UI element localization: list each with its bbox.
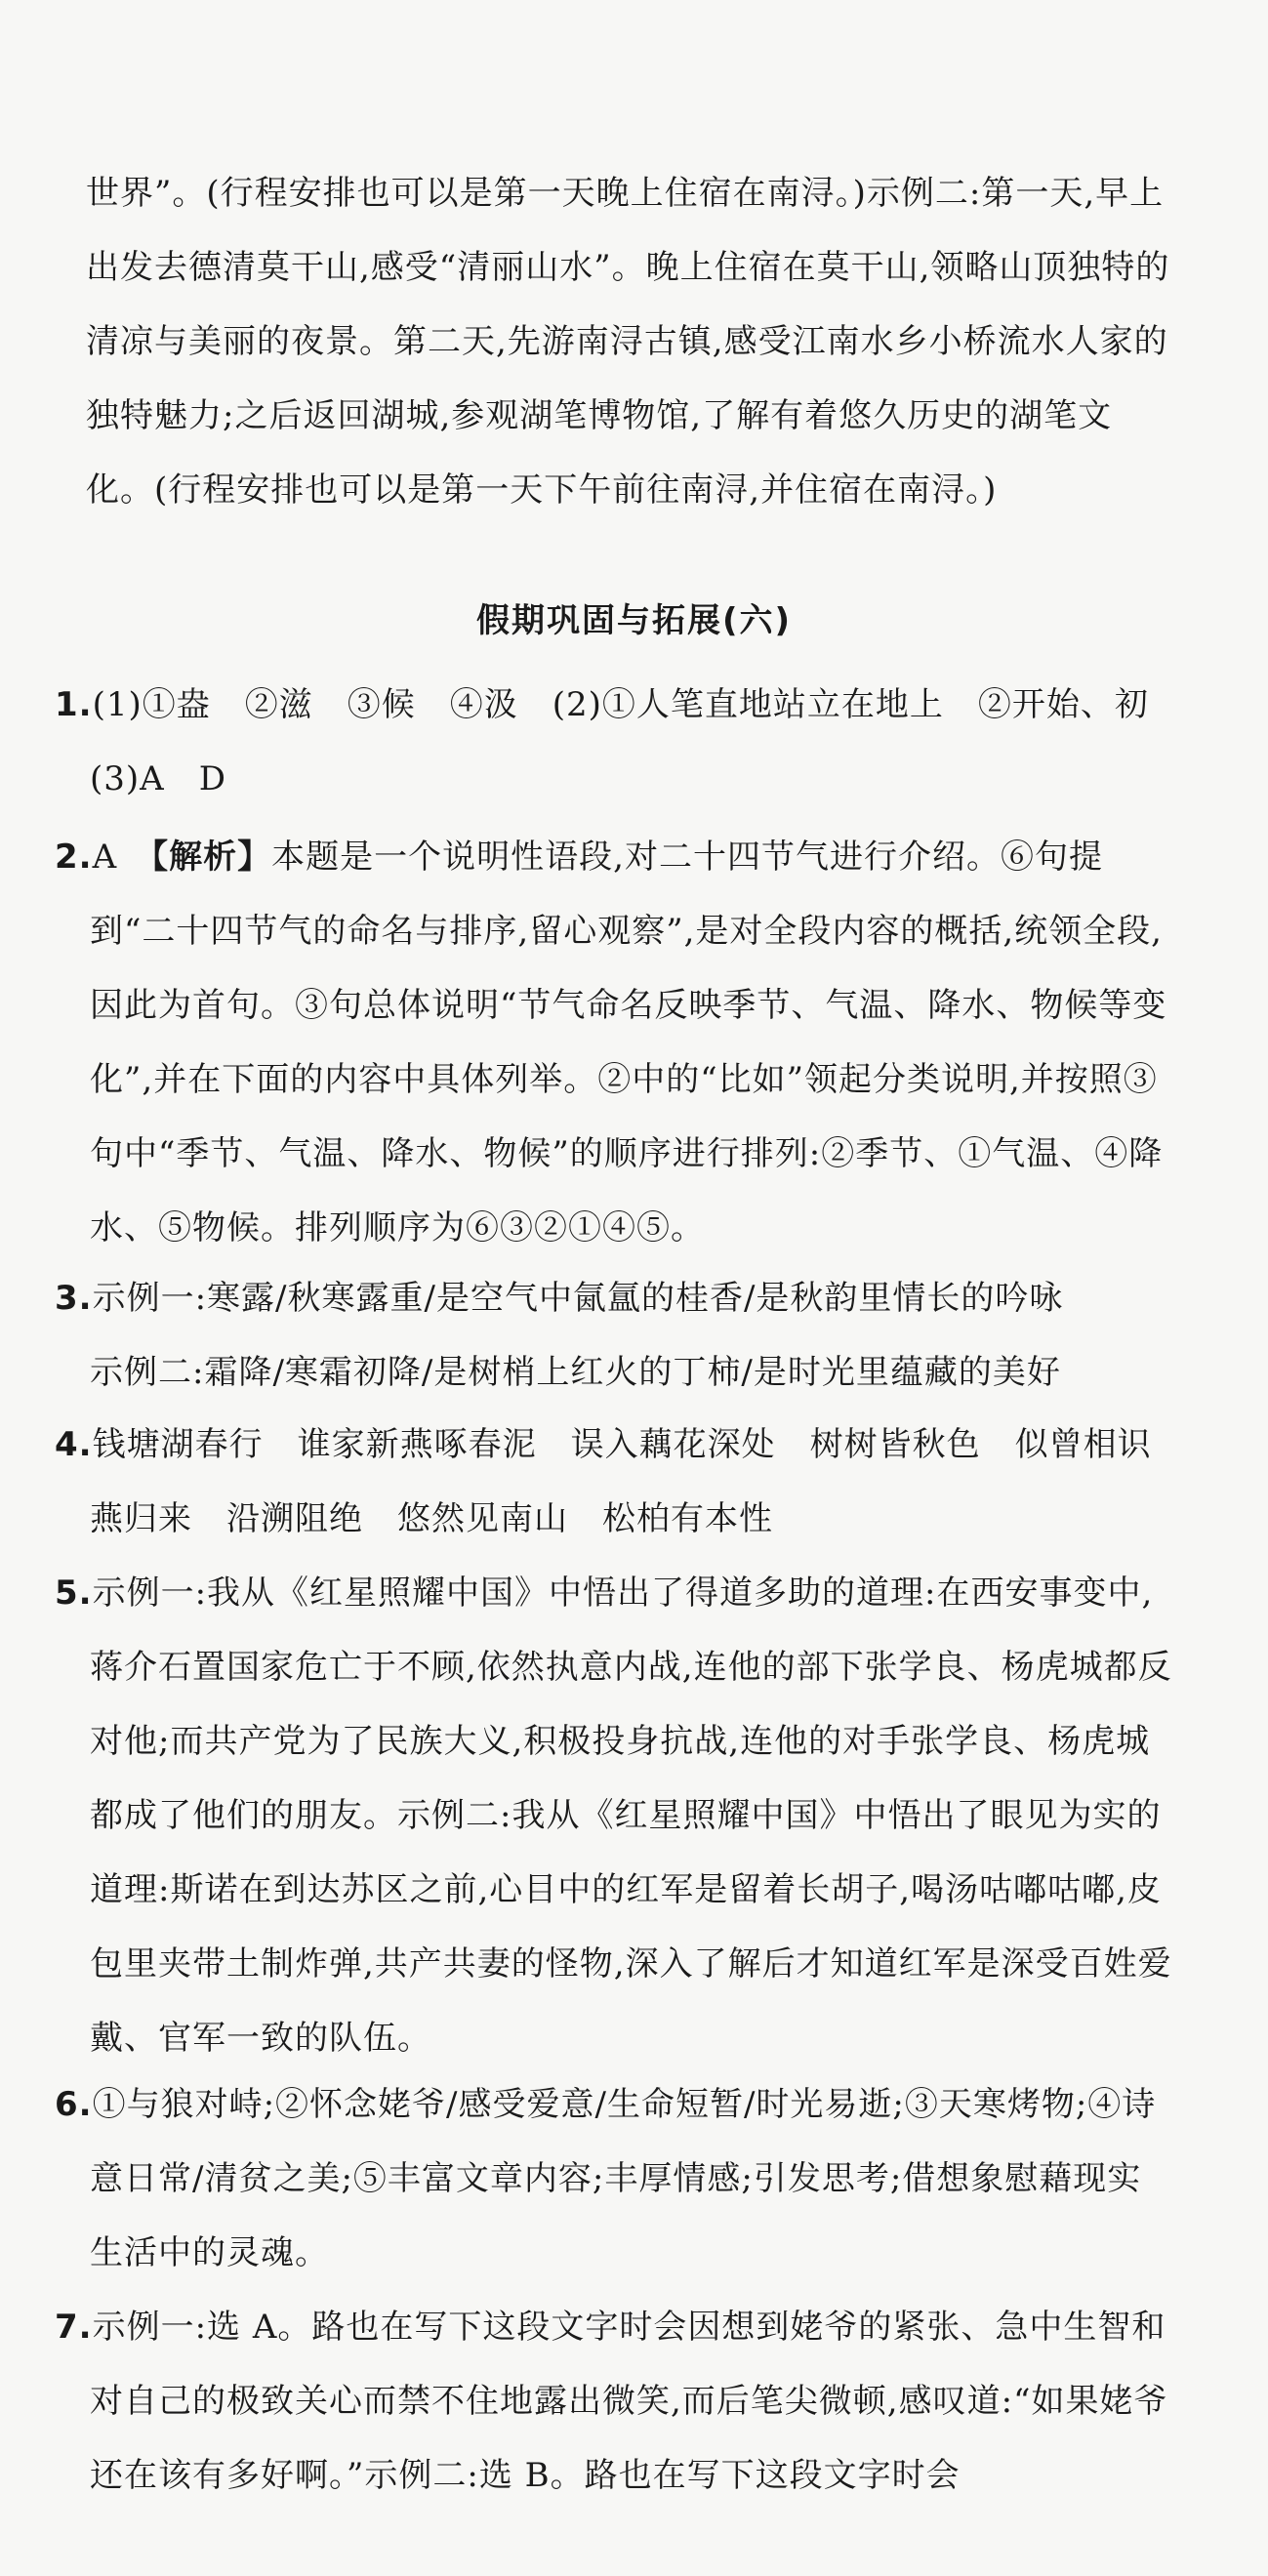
question-number: 2. bbox=[55, 838, 93, 877]
question-7 bbox=[55, 2290, 1172, 2513]
question-text: ①与狼对峙;②怀念姥爷/感受爱意/生命短暂/时光易逝;③天寒烤物;④诗意日常/清贫之美;⑤丰富文章内容;丰厚情感;引发思考;借想象慰藉现实生活中的灵魂。 bbox=[90, 2085, 1157, 2272]
question-text: 钱塘湖春行 谁家新燕啄春泥 误入藕花深处 树树皆秋色 似曾相识燕归来 沿溯阻绝 悠然见南山 松柏有本性 bbox=[90, 1425, 1152, 1538]
question-number: 6. bbox=[55, 2085, 93, 2124]
question-text: 本题是一个说明性语段,对二十四节气进行介绍。⑥句提到“二十四节气的命名与排序,留心观察”,是对全段内容的概括,统领全段,因此为首句。③句总体说明“节气命名反映季节、气温、降水、物候等变化”,并在下面的内容中具体列举。②中的“比如”领起分类说明,并按照③句中“季节、气温、降水、物候”的顺序进行排列:②季节、①气温、④降水、⑤物候。排列顺序为⑥③②①④⑤。 bbox=[90, 838, 1167, 1247]
question-number: 5. bbox=[55, 1574, 93, 1613]
analysis-tag: 【解析】 bbox=[151, 838, 272, 877]
question-4 bbox=[55, 1408, 1172, 1556]
question-text: (1)①盎 ②滋 ③候 ④汲 (2)①人笔直地站立在地上 ②开始、初 (3)A D bbox=[90, 685, 1183, 798]
question-number: 1. bbox=[55, 685, 93, 724]
question-5 bbox=[55, 1556, 1172, 2075]
answer-choice: A bbox=[92, 838, 152, 877]
question-text: 示例一:我从《红星照耀中国》中悟出了得道多助的道理:在西安事变中,蒋介石置国家危亡于不顾,依然执意内战,连他的部下张学良、杨虎城都反对他;而共产党为了民族大义,积极投身抗战,连他的对手张学良、杨虎城都成了他们的朋友。示例二:我从《红星照耀中国》中悟出了眼见为实的道理:斯诺在到达苏区之前,心目中的红军是留着长胡子,喝汤咕嘟咕嘟,皮包里夹带土制炸弹,共产共妻的怪物,深入了解后才知道红军是深受百姓爱戴、官军一致的队伍。 bbox=[90, 1574, 1172, 2058]
question-1 bbox=[55, 668, 1183, 816]
question-text: 示例一:选 A。路也在写下这段文字时会因想到姥爷的紧张、急中生智和对自己的极致关心而禁不住地露出微笑,而后笔尖微顿,感叹道:“如果姥爷还在该有多好啊。”示例二:选 B。路也在写下这段文字时会 bbox=[90, 2308, 1168, 2495]
question-6 bbox=[55, 2067, 1172, 2290]
intro-paragraph: 世界”。(行程安排也可以是第一天晚上住宿在南浔。)示例二:第一天,早上出发去德清莫干山,感受“清丽山水”。晚上住宿在莫干山,领略山顶独特的清凉与美丽的夜景。第二天,先游南浔古镇,感受江南水乡小桥流水人家的独特魅力;之后返回湖城,参观湖笔博物馆,了解有着悠久历史的湖笔文化。(行程安排也可以是第一天下午前往南浔,并住宿在南浔。) bbox=[86, 174, 1170, 510]
section-title: 假期巩固与拓展(六) bbox=[475, 601, 793, 640]
question-number: 7. bbox=[55, 2308, 93, 2347]
question-text: 示例一:寒露/秋寒露重/是空气中氤氲的桂香/是秋韵里情长的吟咏 bbox=[92, 1279, 1064, 1318]
question-number: 4. bbox=[55, 1425, 93, 1464]
question-3 bbox=[55, 1261, 1172, 1410]
question-text-line2: 示例二:霜降/寒霜初降/是树梢上红火的丁柿/是时光里蕴藏的美好 bbox=[90, 1353, 1061, 1392]
question-2 bbox=[55, 820, 1172, 1265]
question-number: 3. bbox=[55, 1279, 93, 1318]
